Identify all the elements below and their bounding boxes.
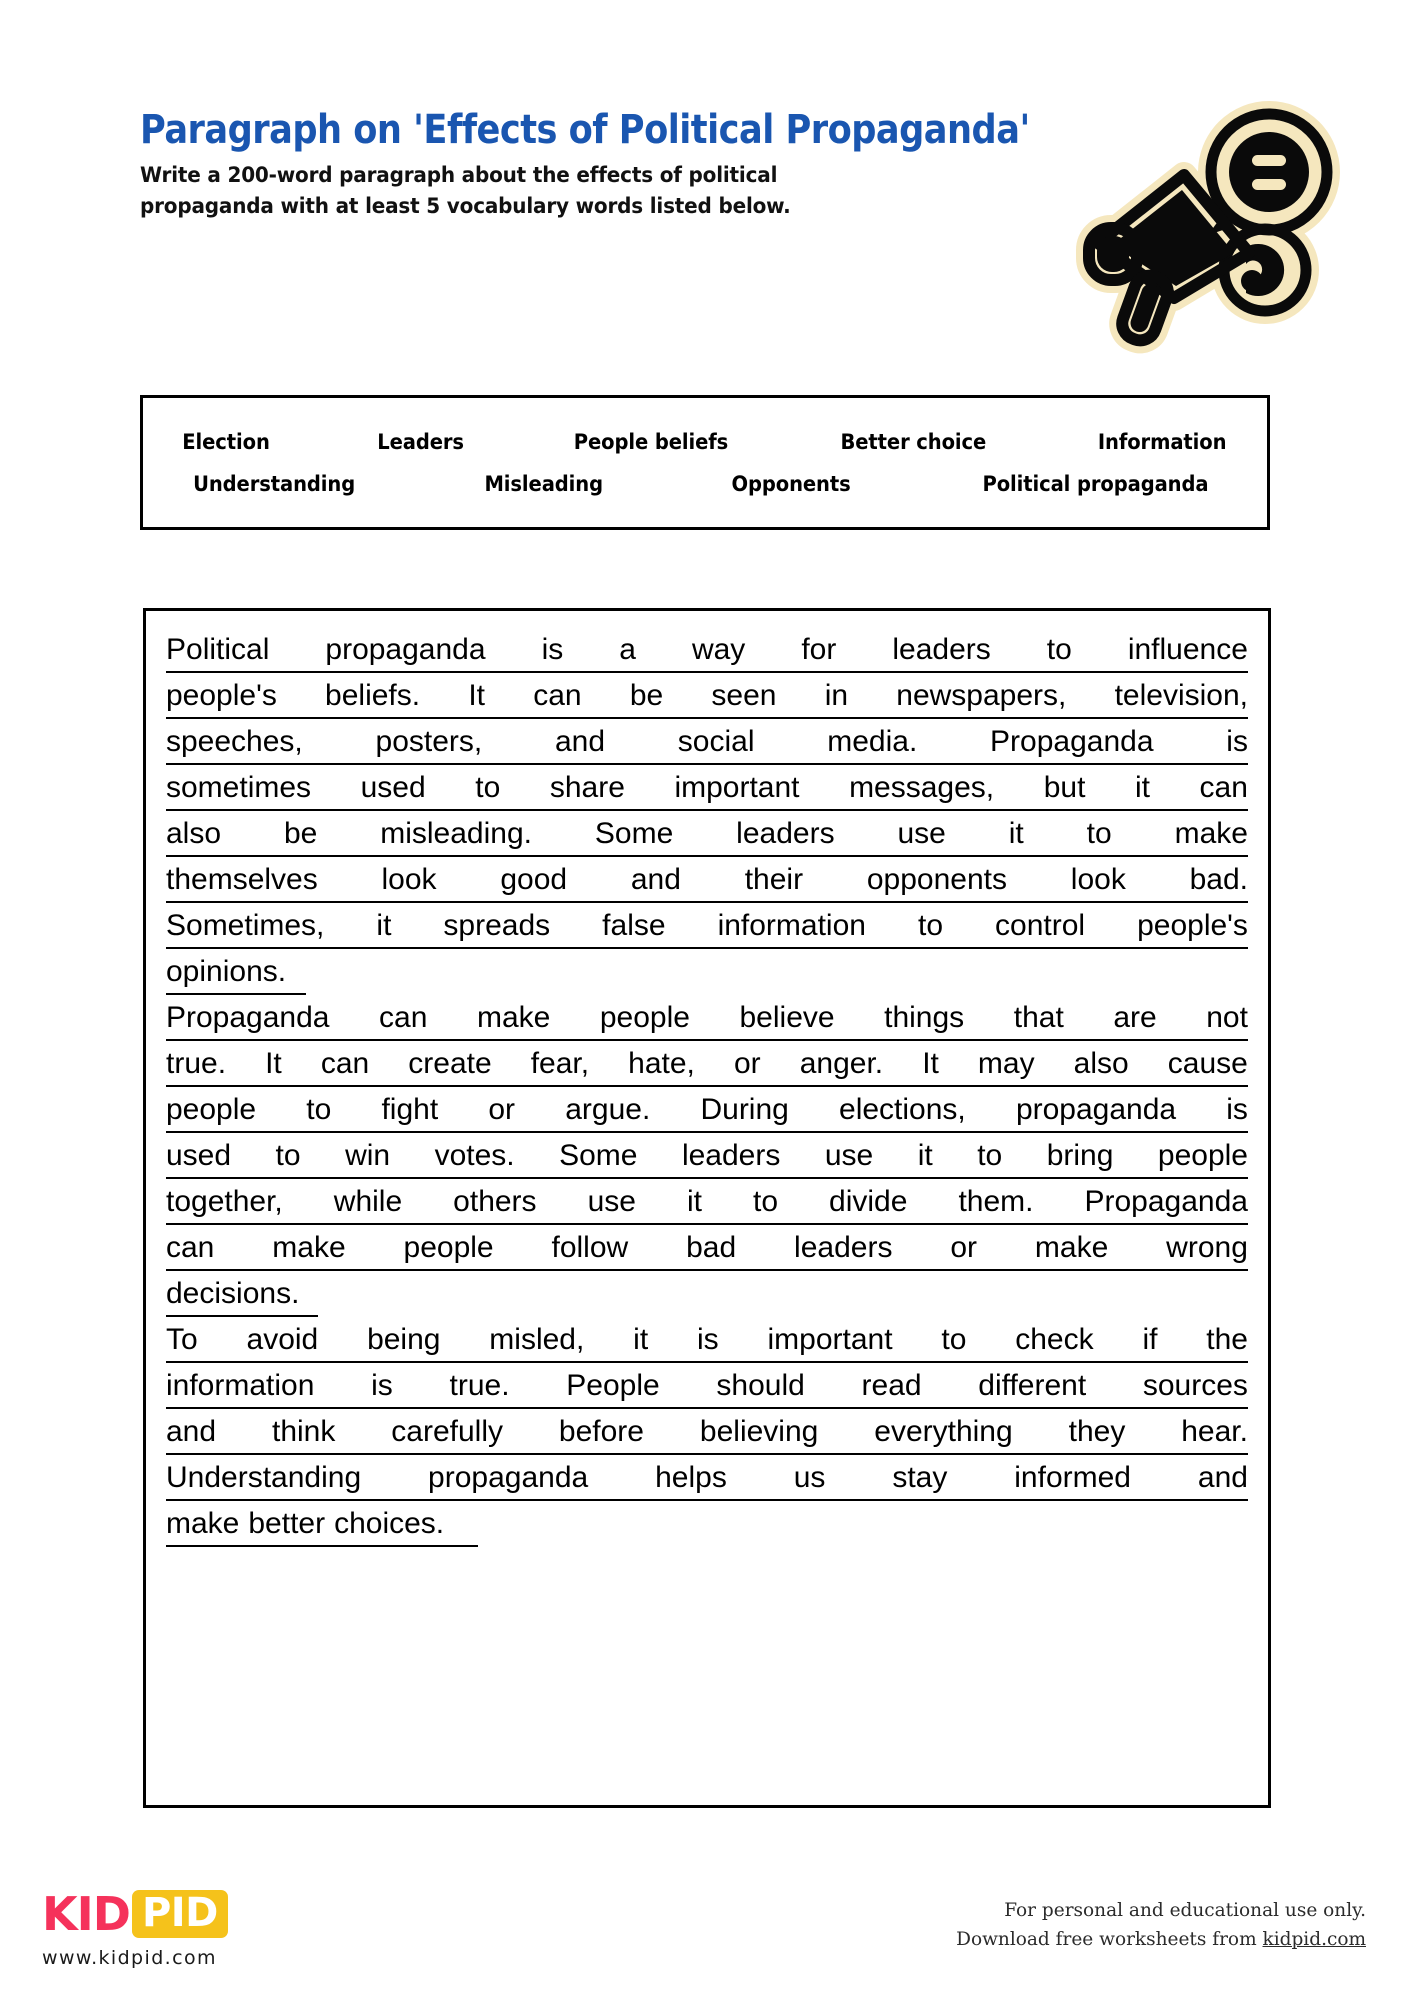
answer-line — [166, 719, 1248, 765]
answer-word: or — [488, 1093, 516, 1126]
kidpid-link[interactable]: kidpid.com — [1262, 1928, 1366, 1950]
answer-word: them. — [958, 1185, 1034, 1218]
answer-word: hate, — [628, 1047, 695, 1080]
answer-word: During — [700, 1093, 789, 1126]
answer-word: argue. — [565, 1093, 651, 1126]
footer-usage-note — [956, 1897, 1366, 1954]
answer-word: share — [549, 771, 625, 804]
answer-word: read — [861, 1369, 922, 1402]
vocab-word: Political propaganda — [982, 471, 1209, 496]
answer-word: Propaganda — [1084, 1185, 1248, 1218]
answer-word: used — [360, 771, 426, 804]
answer-word: people — [166, 1093, 257, 1126]
answer-word: to — [1086, 817, 1112, 850]
answer-word: opponents — [866, 863, 1007, 896]
vocabulary-row-2 — [165, 472, 1245, 496]
answer-word: and — [1197, 1461, 1248, 1494]
vocab-word: Misleading — [484, 471, 604, 496]
answer-word: can — [166, 1231, 215, 1264]
answer-word: make — [476, 1001, 551, 1034]
megaphone-icon — [1050, 85, 1350, 385]
answer-word: use — [897, 817, 946, 850]
answer-line — [166, 995, 1248, 1041]
answer-word: us — [793, 1461, 826, 1494]
answer-line — [166, 765, 1248, 811]
answer-line — [166, 673, 1248, 719]
footer-note-line-1: For personal and educational use only. — [1004, 1900, 1366, 1921]
answer-word: things — [884, 1001, 965, 1034]
answer-word: also — [166, 817, 222, 850]
answer-word: can — [379, 1001, 428, 1034]
answer-line — [166, 1271, 1248, 1317]
answer-word: not — [1206, 1001, 1248, 1034]
answer-word: Some — [559, 1139, 638, 1172]
answer-word: sources — [1142, 1369, 1248, 1402]
answer-word: votes. — [434, 1139, 515, 1172]
answer-word: they — [1068, 1415, 1126, 1448]
answer-word: look — [381, 863, 437, 896]
answer-word: Propaganda — [166, 1001, 330, 1034]
answer-line-rule — [166, 993, 306, 996]
answer-word: or — [950, 1231, 978, 1264]
answer-word: make — [1174, 817, 1248, 850]
answer-word: is — [696, 1323, 719, 1356]
answer-line — [166, 1179, 1248, 1225]
answer-word: make — [272, 1231, 346, 1264]
answer-word: and — [554, 725, 606, 758]
answer-word: Sometimes, — [166, 909, 325, 942]
answer-word: It — [265, 1047, 282, 1080]
answer-word: leaders — [794, 1231, 893, 1264]
answer-word: or — [733, 1047, 761, 1080]
answer-word: leaders — [736, 817, 835, 850]
answer-word: information — [717, 909, 866, 942]
answer-word: is — [1226, 725, 1248, 758]
answer-word: decisions. — [166, 1277, 300, 1310]
vocab-word: People beliefs — [573, 429, 729, 454]
answer-word: Propaganda — [990, 725, 1154, 758]
answer-word: divide — [829, 1185, 908, 1218]
answer-word: social — [677, 725, 755, 758]
answer-word: beliefs. — [325, 679, 421, 712]
answer-word: People — [566, 1369, 660, 1402]
answer-word: it — [1008, 817, 1024, 850]
answer-word: it — [686, 1185, 702, 1218]
answer-word: people's — [166, 679, 277, 712]
answer-line — [166, 1317, 1248, 1363]
vocab-word: Understanding — [193, 471, 356, 496]
title-block — [140, 105, 1060, 222]
answer-line — [166, 1225, 1248, 1271]
answer-word: people's — [1137, 909, 1248, 942]
answer-word: before — [558, 1415, 644, 1448]
answer-word: are — [1113, 1001, 1157, 1034]
answer-word: to — [917, 909, 944, 942]
answer-word: it — [917, 1139, 933, 1172]
answer-word: should — [716, 1369, 805, 1402]
answer-line-rule — [166, 1315, 318, 1318]
answer-word: it — [1134, 771, 1150, 804]
answer-word: everything — [874, 1415, 1013, 1448]
footer-note-prefix: Download free worksheets from — [956, 1928, 1263, 1950]
answer-word: to — [941, 1323, 967, 1356]
answer-word: elections, — [839, 1093, 966, 1126]
page-title: Paragraph on 'Effects of Political Propaganda' — [140, 107, 1030, 153]
answer-word: stay — [892, 1461, 948, 1494]
answer-word: good — [500, 863, 568, 896]
answer-word: important — [767, 1323, 893, 1356]
answer-word: think — [271, 1415, 336, 1448]
answer-word: information — [166, 1369, 315, 1402]
answer-word: carefully — [391, 1415, 503, 1448]
answer-word: misleading. — [380, 817, 532, 850]
answer-word: to — [977, 1139, 1003, 1172]
answer-word: use — [824, 1139, 874, 1172]
answer-word: propaganda — [428, 1461, 589, 1494]
answer-line — [166, 949, 1248, 995]
answer-word: create — [408, 1047, 492, 1080]
answer-word: it — [376, 909, 392, 942]
answer-line — [166, 1501, 1248, 1547]
answer-word: can — [1199, 771, 1248, 804]
answer-word: is — [541, 633, 564, 666]
answer-line — [166, 857, 1248, 903]
answer-word: wrong — [1166, 1231, 1248, 1264]
answer-word: television, — [1114, 679, 1248, 712]
answer-word: together, — [166, 1185, 283, 1218]
answer-word: being — [367, 1323, 441, 1356]
answer-word: to — [752, 1185, 779, 1218]
answer-word: helps — [655, 1461, 727, 1494]
worksheet-header — [140, 105, 1290, 365]
logo-pid-text: PID — [141, 1890, 218, 1936]
answer-word: and — [166, 1415, 217, 1448]
answer-word: make — [166, 1507, 240, 1540]
answer-word: control — [995, 909, 1086, 942]
answer-word: newspapers, — [896, 679, 1067, 712]
answer-word: be — [283, 817, 318, 850]
answer-word: people — [599, 1001, 690, 1034]
answer-word: use — [587, 1185, 636, 1218]
answer-word: Some — [594, 817, 674, 850]
answer-word: believe — [739, 1001, 835, 1034]
answer-word: avoid — [246, 1323, 319, 1356]
answer-line — [166, 811, 1248, 857]
answer-word: different — [978, 1369, 1087, 1402]
answer-word: way — [691, 633, 746, 666]
answer-word: leaders — [681, 1139, 781, 1172]
answer-word: It — [922, 1047, 939, 1080]
answer-word: better — [248, 1507, 326, 1540]
answer-word: posters, — [375, 725, 483, 758]
answer-word: fear, — [530, 1047, 590, 1080]
answer-word: choices. — [334, 1507, 445, 1540]
answer-word: It — [468, 679, 485, 712]
answer-word: bring — [1046, 1139, 1114, 1172]
answer-word: check — [1015, 1323, 1094, 1356]
answer-word: Understanding — [166, 1461, 362, 1494]
answer-word: propaganda — [325, 633, 486, 666]
answer-word: propaganda — [1015, 1093, 1177, 1126]
answer-word: is — [1226, 1093, 1248, 1126]
answer-word: true. — [449, 1369, 510, 1402]
answer-word: true. — [166, 1047, 227, 1080]
vocab-word: Better choice — [840, 429, 987, 454]
answer-word: but — [1043, 771, 1086, 804]
footer-note-line-2 — [956, 1926, 1366, 1955]
answer-line-rule — [166, 1545, 478, 1548]
vocab-word: Election — [182, 429, 270, 454]
answer-word: informed — [1014, 1461, 1131, 1494]
answer-word: follow — [551, 1231, 629, 1264]
answer-word: hear. — [1181, 1415, 1248, 1448]
answer-word: cause — [1167, 1047, 1248, 1080]
logo-website-url: www.kidpid.com — [42, 1947, 217, 1969]
answer-word: seen — [711, 679, 777, 712]
logo-pid-badge — [132, 1890, 228, 1938]
page-footer — [0, 1875, 1414, 2000]
answer-word: bad — [686, 1231, 737, 1264]
answer-word: people — [1157, 1139, 1248, 1172]
answer-word: while — [333, 1185, 403, 1218]
answer-word: used — [166, 1139, 232, 1172]
answer-word: a — [619, 633, 636, 666]
answer-line — [166, 1363, 1248, 1409]
vocabulary-box — [140, 395, 1270, 530]
answer-word: sometimes — [166, 771, 312, 804]
answer-word: spreads — [443, 909, 551, 942]
answer-word: bad. — [1189, 863, 1248, 896]
answer-word: to — [1046, 633, 1072, 666]
answer-word: believing — [699, 1415, 819, 1448]
answer-word: people — [403, 1231, 494, 1264]
answer-word: may — [977, 1047, 1035, 1080]
answer-line — [166, 1087, 1248, 1133]
answer-word: the — [1206, 1323, 1248, 1356]
kidpid-logo — [42, 1887, 228, 1969]
answer-word: is — [371, 1369, 393, 1402]
answer-box[interactable] — [143, 608, 1271, 1808]
answer-word: influence — [1127, 633, 1248, 666]
answer-line — [166, 627, 1248, 673]
answer-word: win — [345, 1139, 391, 1172]
answer-word: Political — [166, 633, 270, 666]
answer-word: To — [166, 1323, 198, 1356]
answer-word: misled, — [489, 1323, 585, 1356]
answer-word: in — [824, 679, 849, 712]
answer-word: if — [1142, 1323, 1158, 1356]
vocab-word: Opponents — [731, 471, 851, 496]
answer-word: speeches, — [166, 725, 303, 758]
answer-word: can — [320, 1047, 370, 1080]
answer-line — [166, 1409, 1248, 1455]
answer-word: to — [475, 771, 501, 804]
answer-word: others — [453, 1185, 537, 1218]
answer-word: that — [1013, 1001, 1064, 1034]
answer-line — [166, 1455, 1248, 1501]
answer-word: media. — [827, 725, 918, 758]
answer-word: be — [629, 679, 664, 712]
answer-word: look — [1070, 863, 1126, 896]
answer-line — [166, 903, 1248, 949]
answer-word: important — [674, 771, 800, 804]
instruction-text: Write a 200-word paragraph about the effects of political propaganda with at least 5 vocabulary words listed below. — [140, 163, 791, 219]
answer-line — [166, 1041, 1248, 1087]
answer-word: make — [1034, 1231, 1109, 1264]
vocab-word: Leaders — [377, 429, 464, 454]
answer-word: for — [801, 633, 837, 666]
answer-word: can — [533, 679, 582, 712]
answer-word: fight — [381, 1093, 439, 1126]
answer-word: to — [306, 1093, 332, 1126]
answer-word: and — [630, 863, 681, 896]
answer-word: anger. — [799, 1047, 884, 1080]
answer-word: false — [602, 909, 666, 942]
answer-word: leaders — [892, 633, 991, 666]
answer-word: opinions. — [166, 955, 287, 988]
answer-word: their — [744, 863, 804, 896]
answer-word: to — [275, 1139, 301, 1172]
answer-word: also — [1073, 1047, 1129, 1080]
answer-word: themselves — [166, 863, 318, 896]
logo-kid-text: KID — [42, 1887, 130, 1941]
vocab-word: Information — [1097, 429, 1227, 454]
answer-line — [166, 1133, 1248, 1179]
answer-word: it — [633, 1323, 649, 1356]
vocabulary-row-1 — [165, 430, 1245, 454]
answer-word: messages, — [849, 771, 995, 804]
